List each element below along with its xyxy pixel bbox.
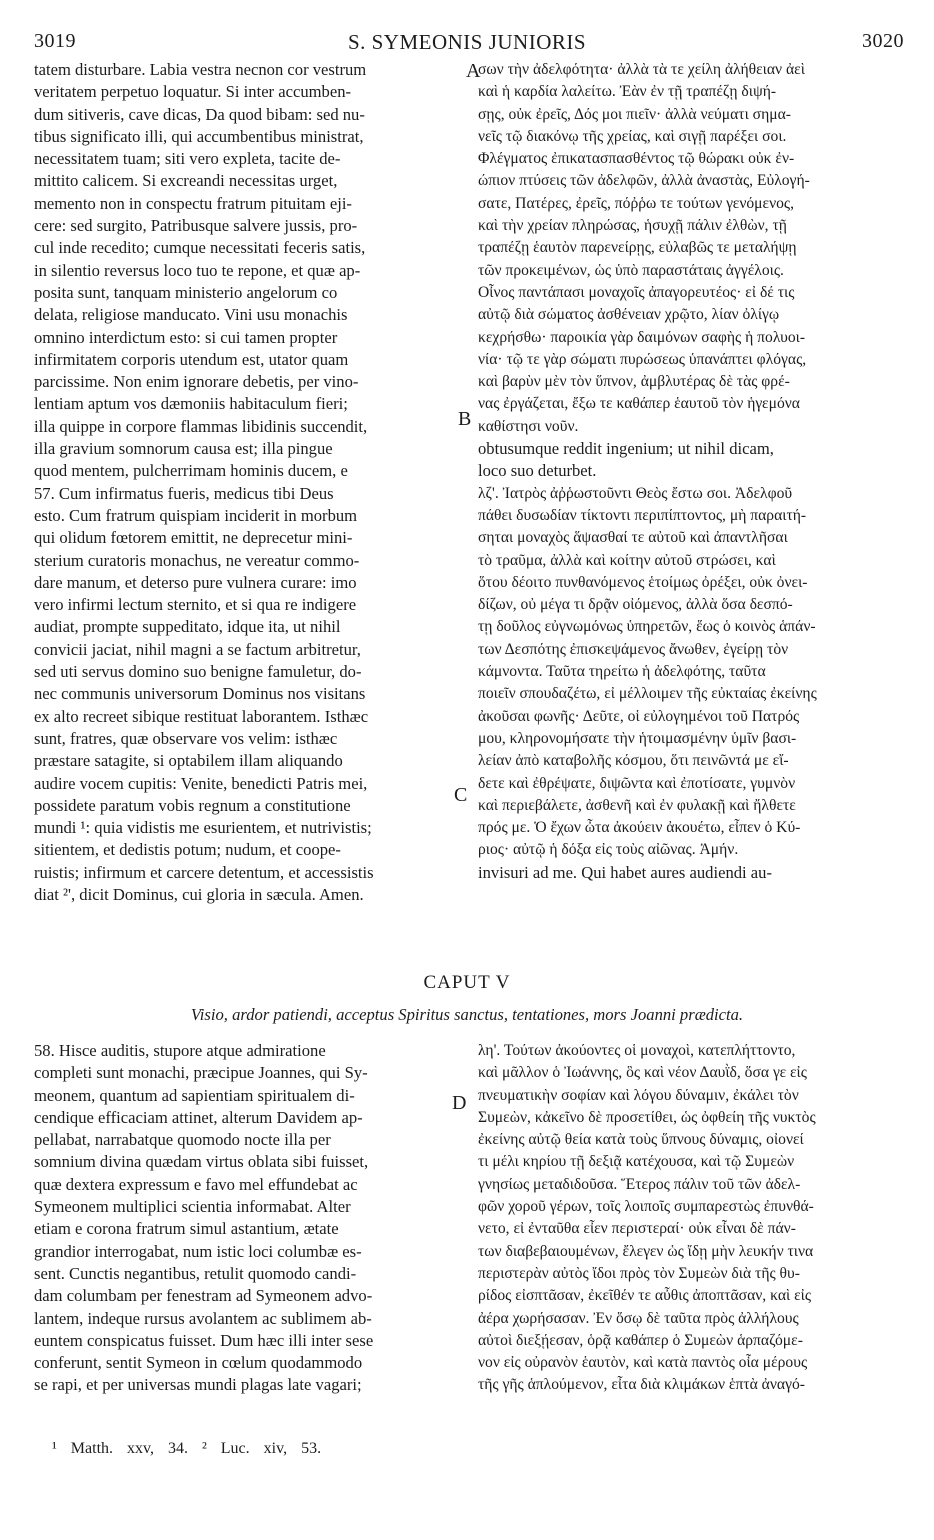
latin-text-line: 57. Cum infirmatus fueris, medicus tibi Deus <box>34 483 334 503</box>
latin-text-line: se rapi, et per universas mundi plagas late vagari; <box>34 1375 362 1395</box>
latin-text-line: parcissime. Non enim ignorare debetis, per vino- <box>34 372 359 392</box>
latin-text-line: in silentio reversus loco tuo te repone, et quæ ap- <box>34 260 361 280</box>
latin-text-line: mundi ¹: quia vidistis me esurientem, et nutrivistis; <box>34 818 372 838</box>
latin-text-line: lantem, indeque rursus avolantem ac sublimem ab- <box>34 1308 372 1328</box>
latin-column-bottom <box>34 1040 467 1397</box>
greek-text-line: σων τὴν ἀδελφότητα· ἀλλὰ τὰ τε χείλη ἀλήθειαν ἀεὶ <box>478 61 805 78</box>
greek-text-line: αὐτῷ διὰ σώματος ἀσθένειαν χρῷτο, λίαν ὀλίγῳ <box>478 306 780 324</box>
latin-text-line: necessitatem tuam; siti vero expleta, tacite de- <box>34 149 341 169</box>
latin-text-line: etiam e corona fratrum simul astantium, ætate <box>34 1219 339 1239</box>
margin-marker-a: A <box>466 60 481 82</box>
page-number-right: 3020 <box>862 30 904 52</box>
latin-text-line: dare manum, et deterso pure vulnera curare: imo <box>34 572 357 592</box>
latin-text-line: possidete paratum vobis regnum a constitutione <box>34 795 351 815</box>
latin-text-line: somnium divina quædam virtus oblata sibi fuisset, <box>34 1152 369 1172</box>
greek-text-line: λη'. Τούτων ἀκούοντες οἱ μοναχοὶ, κατεπλήττοντο, <box>478 1042 796 1059</box>
greek-text-line: τῃ δοῦλος εὐγνωμόνως ὑπηρετῶν, ἕως ὁ κοινὸς ἁπάν- <box>478 618 816 636</box>
greek-text-line: τῶν προκειμένων, ὡς ὑπὸ παραστάταις ἀγγέλοις. <box>478 261 784 279</box>
latin-text-line: ruistis; infirmum et carcere detentum, et accessistis <box>34 862 374 882</box>
latin-text-line: vero infirmi lectum sternito, et si qua re indigere <box>34 595 357 615</box>
latin-text-line: meonem, quantum ad sapientiam spiritualem di- <box>34 1085 355 1105</box>
greek-column-bottom <box>478 1040 903 1397</box>
latin-text-line: diat ²', dicit Dominus, cui gloria in sæcula. Amen. <box>34 884 364 904</box>
greek-text-line: obtusumque reddit ingenium; ut nihil dicam, <box>478 439 774 459</box>
greek-text-line: νον εἰς οὐρανὸν ἑαυτὸν, καὶ κατὰ παντὸς οἷα μέρους <box>478 1354 808 1372</box>
greek-text-line: νεῖς τῷ διακόνῳ τῆς χρείας, καὶ σιγῇ παρέξει σοι. <box>478 127 787 145</box>
greek-text-line: Οἶνος παντάπασι μοναχοῖς ἀπαγορευτέος· εἰ δέ τις <box>478 283 795 301</box>
greek-column-top <box>478 59 903 884</box>
latin-text-line: completi sunt monachi, præcipue Joannes, qui Sy- <box>34 1063 368 1083</box>
latin-text-line: dam columbam per fenestram ad Symeonem advo- <box>34 1286 373 1306</box>
greek-text-line: πάθει δυσωδίαν τίκτοντι περιπίπτοντος, μὴ παραιτή- <box>478 506 807 524</box>
latin-text-line: esto. Cum fratrum quispiam inciderit in morbum <box>34 505 358 525</box>
latin-text-line: dum sitiveris, cave dicas, Da quod bibam: sed nu- <box>34 104 365 124</box>
greek-text-line: invisuri ad me. Qui habet aures audiendi au- <box>478 862 772 882</box>
greek-text-line: νας ἐργάζεται, ἔξω τε καθάπερ ἑαυτοῦ τὸν ἡγεμόνα <box>478 395 800 413</box>
greek-text-line: τῆς γῆς ἁπλούμενον, εἶτα διὰ κλιμάκων ἑπτὰ ἀναγό- <box>478 1376 805 1394</box>
chapter-title: CAPUT V <box>423 972 511 993</box>
margin-marker-d: D <box>452 1092 467 1114</box>
greek-text-line: δίζων, οὐ μέγα τι δρᾷν οἰόμενος, ἀλλὰ ὅσα δεσπό- <box>478 596 793 614</box>
latin-text-line: veritatem perpetuo loquatur. Si inter accumben- <box>34 82 352 102</box>
latin-text-line: tibus significato illi, qui accumbentibus ministrat, <box>34 126 364 146</box>
latin-text-line: præstare satagite, si optabilem illam aliquando <box>34 751 343 771</box>
page-number-left: 3019 <box>34 30 76 52</box>
greek-text-line: τραπέζῃ ἑαυτὸν παρενείρῃς, εὐλαβῶς τε μεταλήψῃ <box>478 239 797 257</box>
latin-text-line: sterium curatoris monachus, ne vereatur commo- <box>34 550 360 570</box>
running-title: S. SYMEONIS JUNIORIS <box>347 30 587 54</box>
greek-text-line: loco suo deturbet. <box>478 461 597 481</box>
latin-text-line: Symeonem multiplici scientia informabat. Alter <box>34 1197 351 1217</box>
latin-text-line: cere: sed surgito, Patribusque salvere jussis, pro- <box>34 216 358 236</box>
greek-text-line: πνευματικὴν σοφίαν καὶ λόγου δύναμιν, ἐκάλει τὸν <box>478 1086 799 1104</box>
latin-text-line: ex alto recreet sibique restituat laborantem. Isthæc <box>34 706 369 726</box>
greek-text-line: νία· τῷ τε γὰρ σώματι πυρώσεως ὑπανάπτει φλόγας, <box>478 350 807 368</box>
greek-text-line: κεχρήσθω· παροικία γὰρ δαιμόνων σαφὴς ἡ πολυοι- <box>478 328 806 346</box>
greek-text-line: ριος· αὐτῷ ἡ δόξα εἰς τοὺς αἰῶνας. Ἀμήν. <box>478 841 739 859</box>
greek-text-line: καὶ ἡ καρδία λαλείτω. Ἐὰν ἐν τῇ τραπέζῃ διψή- <box>478 83 777 101</box>
footnotes <box>52 1440 321 1458</box>
latin-text-line: nec communis universorum Dominus nos visitans <box>34 684 366 704</box>
margin-marker-b: B <box>458 408 472 430</box>
greek-text-line: σατε, Πατέρες, ἐρεῖς, πόῤῥω τε τούτων γενόμενος, <box>478 194 795 212</box>
latin-text-line: euntem conspicatus fuisset. Dum hæc illi inter sese <box>34 1330 374 1350</box>
latin-text-line: omnino interdictum esto: si cui tamen propter <box>34 327 338 347</box>
latin-text-line: illa gravium somnorum causa est; illa pingue <box>34 439 333 459</box>
greek-text-line: φῶν χοροῦ γέρων, τοῖς λοιποῖς συμπαρεστὼς ἐπυνθά- <box>478 1198 814 1216</box>
greek-text-line: των διαβεβαιουμένων, ἔλεγεν ὡς ἴδῃ μὴν λευκήν τινα <box>478 1242 814 1260</box>
latin-text-line: tatem disturbare. Labia vestra necnon cor vestrum <box>34 60 367 79</box>
latin-text-line: sent. Cunctis negantibus, retulit quomodo candi- <box>34 1263 357 1283</box>
latin-text-line: cendique efficaciam attinet, alterum Davidem ap- <box>34 1107 363 1127</box>
latin-text-line: sunt, fratres, quæ observare vos velim: isthæc <box>34 728 338 748</box>
latin-text-line: memento non in conspectu fratrum pituitam eji- <box>34 193 352 213</box>
greek-text-line: ὅτου δέοιτο πυνθανόμενος ἑτοίμως ὀρέξει, οὐκ ὀνει- <box>478 573 808 591</box>
latin-column-top <box>34 59 464 906</box>
latin-text-line: qui olidum fœtorem emittit, ne deprecetur mini- <box>34 528 353 548</box>
latin-text-line: conferunt, sentit Symeon in cœlum quodammodo <box>34 1353 363 1373</box>
greek-text-line: ἀκοῦσαι φωνῆς· Δεῦτε, οἱ εὐλογημένοι τοῦ Πατρός <box>478 707 800 725</box>
greek-text-line: Φλέγματος ἐπικατασπασθέντος τῷ θώρακι οὐκ ἐν- <box>478 150 795 168</box>
greek-text-line: σηται μοναχὸς ἅψασθαί τε αὐτοῦ καὶ ἀπαντλῆσαι <box>478 529 788 547</box>
latin-text-line: pellabat, narrabatque quomodo nocte illa per <box>34 1130 331 1150</box>
greek-text-line: νετο, εἰ ἐνταῦθα εἶεν περιστεραί· οὐκ εἶναι δὲ πάν- <box>478 1220 796 1238</box>
greek-text-line: καθίστησι νοῦν. <box>478 417 579 435</box>
greek-text-line: μου, κληρονομήσατε τὴν ἡτοιμασμένην ὑμῖν βασι- <box>478 729 797 747</box>
latin-text-line: quod mentem, pulcherrimam hominis ducem, e <box>34 461 348 481</box>
greek-text-line: καὶ βαρὺν μὲν τὸν ὕπνον, ἀμβλυτέρας δὲ τὰς φρέ- <box>478 373 790 391</box>
latin-text-line: illa quippe in corpore flammas libidinis succendit, <box>34 416 368 436</box>
margin-marker-c: C <box>454 784 468 806</box>
latin-text-line: audiat, prompte suppeditato, idque ita, ut nihil <box>34 617 341 637</box>
greek-text-line: σῃς, οὐκ ἐρεῖς, Δός μοι πιεῖν· ἀλλὰ νεύματι σημα- <box>478 105 791 123</box>
greek-text-line: γνησίως μεταδιδοῦσα. Ἕτερος πάλιν τοῦ τῶν ἀδελ- <box>478 1175 801 1193</box>
greek-text-line: καὶ μᾶλλον ὁ Ἰωάννης, ὃς καὶ νέον Δαυῒδ, ὅσα γε εἰς <box>478 1064 807 1082</box>
chapter-subtitle: Visio, ardor patiendi, acceptus Spiritus sanctus, tentationes, mors Joanni prædicta. <box>190 1005 744 1024</box>
latin-text-line: audire vocem cupitis: Venite, benedicti Patris mei, <box>34 773 368 793</box>
greek-text-line: Συμεὼν, κἀκεῖνο δὲ προσετίθει, ὡς ὀφθείη τῆς νυκτὸς <box>478 1108 816 1126</box>
greek-text-line: τι μέλι κηρίου τῇ δεξιᾷ κατέχουσα, καὶ τῷ Συμεὼν <box>478 1153 795 1171</box>
greek-text-line: δετε καὶ ἐθρέψατε, διψῶντα καὶ ἐποτίσατε, γυμνὸν <box>478 774 796 792</box>
latin-text-line: sed uti servus domino suo benigne famuletur, do- <box>34 662 362 682</box>
greek-text-line: καὶ τὴν χρείαν πληρώσας, ἡσυχῇ πάλιν ἐλθὼν, τῇ <box>478 217 787 235</box>
greek-text-line: αὐτοὶ διεξῄεσαν, ὁρᾷ καθάπερ ὁ Συμεὼν ἁρπαζόμε- <box>478 1331 803 1349</box>
footnote-2: ² Luc. xiv, 53. <box>201 1440 322 1457</box>
greek-text-line: ἀέρα χωρήσασαν. Ἐν ὅσῳ δὲ ταῦτα πρὸς ἀλλήλους <box>478 1309 799 1327</box>
latin-text-line: mittito calicem. Si excreandi necessitas urget, <box>34 171 338 191</box>
latin-text-line: lentiam aptum vos dæmoniis habitaculum fieri; <box>34 394 348 414</box>
greek-text-line: ἐκείνης αὐτῷ θεία κατὰ τοὺς ὕπνους δύναμις, οἰονεί <box>478 1131 804 1149</box>
latin-text-line: infirmitatem corporis utendum est, utator quam <box>34 349 349 369</box>
latin-text-line: delata, religiose manducato. Vini usu monachis <box>34 305 348 325</box>
greek-text-line: καὶ περιεβάλετε, ἀσθενῆ καὶ ἐν φυλακῇ καὶ ἤλθετε <box>478 796 796 814</box>
greek-text-line: τὸ τραῦμα, ἀλλὰ καὶ κοίτην αὐτοῦ στρώσει, καὶ <box>478 551 776 569</box>
latin-text-line: cul inde recedito; cumque necessitati feceris satis, <box>34 238 366 258</box>
latin-text-line: posita sunt, tanquam ministerio angelorum co <box>34 282 338 302</box>
greek-text-line: κάμνοντα. Ταῦτα τηρείτω ἡ ἀδελφότης, ταῦτα <box>478 663 766 681</box>
latin-text-line: sitientem, et dedistis potum; nudum, et coope- <box>34 840 341 860</box>
greek-text-line: λείαν ἀπὸ καταβολῆς κόσμου, ὅτι πεινῶντά με εἴ- <box>478 752 789 770</box>
latin-text-line: quæ dextera expressum e favo mel effundebat ac <box>34 1174 358 1194</box>
greek-text-line: ποιεῖν σπουδαζέτω, εἰ μέλλοιμεν τῆς εὐκταίας ἐκείνης <box>478 685 817 703</box>
greek-text-line: των Δεσπότης ἐπισκεψάμενος ἄνωθεν, ἐγείρῃ τὸν <box>478 640 789 658</box>
footnote-1: ¹ Matth. xxv, 34. <box>52 1440 188 1457</box>
greek-text-line: πρός με. Ὁ ἔχων ὦτα ἀκούειν ἀκουέτω, εἶπεν ὁ Κύ- <box>478 819 801 837</box>
latin-text-line: convicii jaciat, nihil magni a se factum arbitretur, <box>34 639 361 659</box>
latin-text-line: 58. Hisce auditis, stupore atque admiratione <box>34 1041 326 1060</box>
greek-text-line: ρίδος εἰσπτᾶσαν, ἐκεῖθέν τε αὖθις ἀποπτᾶσαν, καὶ εἰς <box>478 1287 812 1305</box>
greek-text-line: περιστερὰν αὐτὸς ἴδοι πρὸς τὸν Συμεὼν διὰ τῆς θυ- <box>478 1264 800 1282</box>
greek-text-line: ώπιον πτύσεις τῶν ἀδελφῶν, ἀλλὰ ἀναστὰς, Εὐλογή- <box>478 172 810 190</box>
latin-text-line: grandior interrogabat, num istic loci columbæ es- <box>34 1241 362 1261</box>
greek-text-line: λζ'. Ἰατρὸς ἀῤῥωστοῦντι Θεὸς ἔστω σοι. Ἀδελφοῦ <box>478 484 793 502</box>
